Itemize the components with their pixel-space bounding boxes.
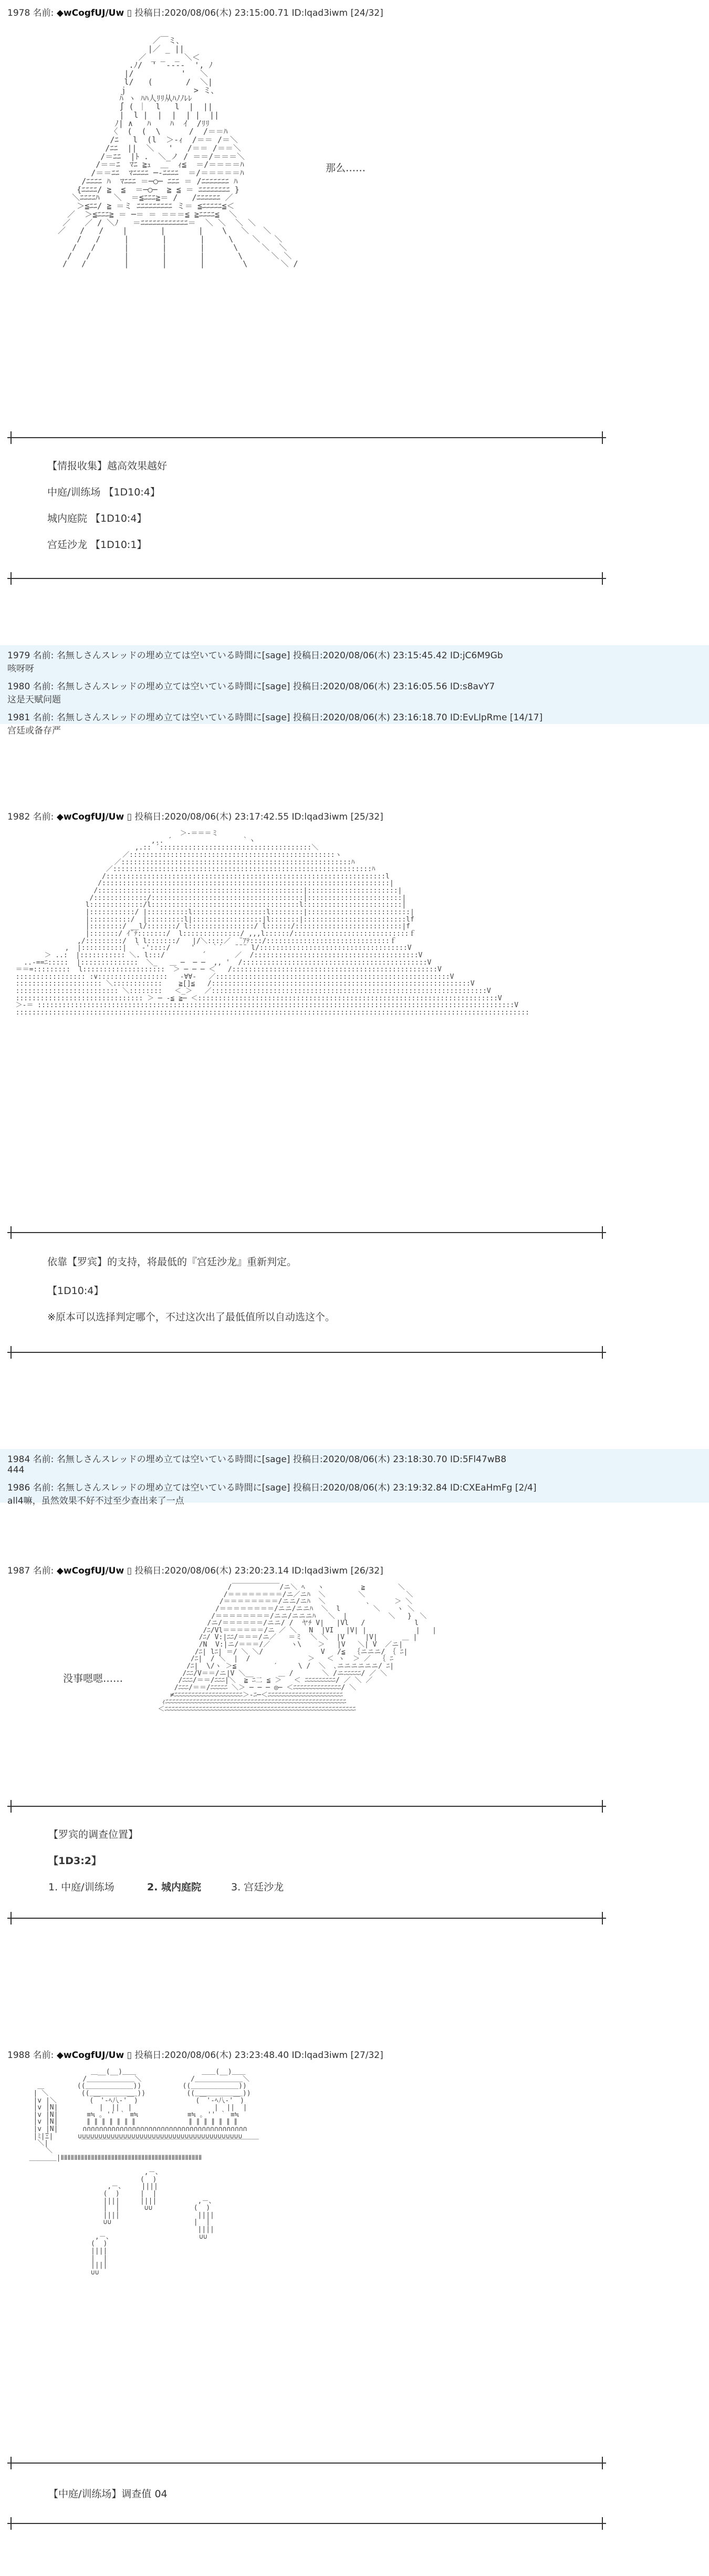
option-garden: 2. 城内庭院 [147, 1881, 202, 1893]
post-body: 咳呀呀 [7, 664, 34, 674]
ascii-art-figure: /￣￣￣￣￣￣￣/ニ＼ ﾍ ヽ ≧ ＼ /＝＝＝＝＝＝＝＝/ニ／ニﾊ ＼ ＼ ＼ /＝＝＝＝＝＝＝＝/ニニ/ニﾊ ＼ ､ ＞ ＼ /＝＝＝＝＝＝＝＝/ニニ/ニニﾊ ＼ l ＼ ヽ ＼ /＝＝＝＝＝＝＝＝/ニニ/ニニニﾊ ＼ | ＼ } ＼ /ニ/＝＝＝＝＝＝/ニニ/ / ヤﾁ V| |Vl / l /ﾆ/Vl＝＝＝＝＝＝/ニ ／ ＼ N |VI |V| | | | /ﾆ/ V:|ﾆﾆ/＝＝＝/ニ／ ＝ミ ＼ ＼ |V |V| ＿ | /N V:|ニ/＝＝＝/／ ヽ\ ＞ |V ＼| V ／ニ| /ﾆ| lﾆ| ＝/ ＼ ＼/ V /≦ ｛ニニニ/ ｛ ﾆ| /ﾆ| / ＼ | / ＞ ＜ ヽ ＞ ／ ｛ ﾆ /ﾆ| \/ヽ ＞≦ ′ \ / ＼ ､ニニニニニニ/ ﾆ| /ﾆﾆ/V＝＝/ニ|V ＼__ ＿ / ＼ /ニﾆﾆﾆﾆﾆ/ ／ ＼ /ﾆﾆﾆ/＝＝/ﾆﾆﾆ|＼ ≧ ﾆ二 ≦ ＞ ＜ ﾆﾆﾆﾆﾆﾆﾆﾆﾆ/ ／ ＼ ／ /ﾆﾆﾆ/＝＝/ﾆﾆﾆﾆﾆ ＼＞ ─ ─ ─ ◎─ ＜ﾆﾆﾆﾆﾆﾆﾆﾆﾆﾆﾆﾆﾆﾆ/ ＼ ≠ﾆﾆﾆﾆﾆﾆﾆﾆﾆﾆﾆﾆﾆﾆﾆﾆﾆﾆﾆﾆ＞‐ﾆ─＜ﾆﾆﾆﾆﾆﾆﾆﾆﾆﾆﾆﾆﾆﾆﾆﾆﾆﾆﾆﾆﾆﾆ ｨﾆﾆﾆﾆﾆﾆﾆﾆﾆﾆﾆﾆﾆﾆﾆﾆﾆﾆﾆﾆﾆﾆﾆﾆﾆﾆﾆﾆﾆﾆﾆﾆﾆﾆﾆﾆﾆﾆﾆﾆﾆﾆﾆﾆﾆﾆﾆﾆﾆﾆﾆﾆﾆ ＜ﾆﾆﾆﾆﾆﾆﾆﾆﾆﾆﾆﾆﾆﾆﾆﾆﾆﾆﾆﾆﾆﾆﾆﾆﾆﾆﾆﾆﾆﾆﾆﾆﾆﾆﾆﾆﾆﾆﾆﾆﾆﾆﾆﾆﾆﾆﾆﾆﾆﾆﾆﾆﾆﾆﾆﾆ [158, 1584, 436, 1713]
post-number[interactable]: 1979 [7, 650, 30, 661]
dice-row-courtyard: 中庭/训练场 【1D10:4】 [47, 487, 160, 498]
separator-line [7, 1232, 606, 1233]
reroll-note: ※原本可以选择判定哪个，不过这次出了最低值所以自动选这个。 [47, 1311, 335, 1323]
reroll-description: 依靠【罗宾】的支持，将最低的『宫廷沙龙』重新判定。 [47, 1256, 297, 1268]
name-label: 名前: [33, 1483, 54, 1493]
post-body: all4嘛，虽然效果不好不过至少查出来了一点 [7, 1496, 184, 1506]
post-number[interactable]: 1987 [7, 1566, 30, 1576]
post-header [0, 1477, 709, 1493]
ascii-art-figure: ＞-＝＝＝ミ ,.. ´ ｀ヽ ,.:: ´:::::::::::::::::::::::::::::::::::::＼ ／::::::::::::::::::::::::::::::::::::::::::::::::::ヽ ／::::::::::::::::::::::::::::::::::::::::::::::::::::::::ﾊ ／:::::::::::::::::::::::::::::::::::::::::::::::::::::::::::::::ﾊ /::::::::::::::::::::::::::::::::::::::::::::::::::::::::::::::::::::l /::::::::::::::::::::::::::::::::::::::::::::::::::::::::::::::::::::::| /::::::::::::::::::::::::::::::::::::::::::::::::::|::::::::::::::::::::::| /:::::::::::::/:::::::::::::::::::::::::::::::::::::|:::::::::::::::::::::::| l:::::::::::::/l::::::::::::::::::::::::::::::::::::l::::::::::::::::::::::::| |:::::::::::/ |::::::::::l::::::::::::::::::l::::::::|:::::::::::::::::::::::::| |::::::::::/ |:::::::::l|:::::::::::::::::|l:::::::|:::::::::::::::::::::::::lf |::::::::/ __l/:::::::/ l::::::::::::::::/ l::::::/::::::::::::::::::::::::::|f |:::::::/ ｲ¨ﾃ:::::::/ l::::::::::::::/ ,,,l::::::/::::::::::::::::::::::::::::ｆ ,/:::::::::/ l l:::::::/ |/＼::::／ ¨ｱﾃ:::/::::::::::::::::::::::::::::::ｆ , |::::::::::| ｀-'::::/ ' ｀´ ¨¨¨ l/::::::::::::::::::::::::::::::::::::V ＞ ..: |::::::::::: ＼. l:::/ ´ ／ /::::::::::::::::::::::::::::::::::::::::V ..-==ﾆ::::: |:::::::::::::: ＼_ ＿ ─ ─ ─ ,, ' /:::::::::::::::::::::::::::::::::::::::::::::V ＝＝=::::::::: l:::::::::::::::::::: ＞ ─ ─ ─ ＜ /::::::::::::::::::::::::::::::::::::::::::::::::::V ::::::::::::::::: :∨::::::::::::::::: ‐∀∀‐ ／:::::::::::::::::::::::::::::::::::::::::::::::::::::::::V ::::::::::::::::::::: ＼:::::::::::: ≧[]≦ /:::::::::::::::::::::::::::::::::::::::::::::::::::::::::::::::V ::::::::::::::::::::::::: ＼:::::::: ＜_＞ ／:::::::::::::::::::::::::::::::::::::::::::::::::::::::::::::::::::V ::::::::::::::::::::::::::::::: ＞ ─ ‐≦ ≧─ ＜:::::::::::::::::::::::::::::::::::::::::::::::::::::::::::::::::::::::::V ＞-＝ ::::::::::::::::::::::::::::::::::::::::::::::::::::::::::::::::::::::::::::::::::::::::::::::::::::::::::::::::::::V ::::::::::::::::::::::::::::::::::::::::::::::::::::::::::::::::::::::::::::::::::::::::::::::::::::::::::::::::::::::::::::: [15, 830, 529, 1017]
post-header [0, 645, 709, 661]
name-label: 名前: [33, 2050, 54, 2061]
ascii-art-scene: ＿__(__)＿＿ ＿＿(__)＿＿ /＿＿＿＿＿＿＿＼ /＿＿＿＿＿＿＿＼ ＿ ((＿＿＿＿＿＿＿)) ((＿＿＿＿＿＿＿)) | ＼ ((＿＿＿＿＿＿＿)) ((＿＿＿＿＿＿＿)) |v |＼ (￣'-ﾍ八-'￣) (￣'-ﾍ八-'￣) |v |N| | || | | || | |v |N| ≡≒ ｡ '' ｀ ≡≒ ≡≒ ｡ '' ｀ ≡≒ |v |N| ∥ ∥ ∥ ∥ ∥ ∥ ∥ ∥ ∥ ∥ ∥ ∥ ∥ ∥ |v |N| ∩∩∩∩∩∩∩∩∩∩∩∩∩∩∩∩∩∩∩∩∩∩∩∩∩∩∩∩∩∩∩∩∩∩∩∩∩∩∩∩ |ﾐ|Ξ| ∪∪∪∪∪∪∪∪∪∪∪∪∪∪∪∪∪∪∪∪∪∪∪∪∪∪∪∪∪∪∪∪∪∪∪∪∪∪∪∪ ＼| ￣￣￣￣￣￣￣￣￣￣￣￣￣￣￣￣￣￣￣￣￣￣￣￣￣￣ ＼ ＿＿＿＿|ⅡⅡⅡⅡⅡⅡⅡⅡⅡⅡⅡⅡⅡⅡⅡⅡⅡⅡⅡⅡⅡⅡⅡⅡⅡⅡⅡⅡⅡⅡⅡⅡⅡⅡⅡⅡⅡⅡⅡⅡⅡⅡ ,－、 ( ) ,－、 |||| ( ) | | |||| |||| ,－、 | | ∪∪ ( ) |||| |||| ∪∪ | | |||| ,－、 ∪∪ ( ) |||| | | |||| ∪∪ [29, 2068, 259, 2277]
post-body: 444 [7, 1465, 25, 1475]
post-1980 [0, 676, 709, 707]
post-number[interactable]: 1980 [7, 681, 30, 692]
post-1986 [0, 1477, 709, 1508]
separator-line [7, 437, 606, 438]
post-meta: 投稿日:2020/08/06(木) 23:15:00.71 ID:lqad3iwm [24/32] [134, 8, 383, 18]
post-header [7, 5, 383, 18]
reply-block-1979-1981 [0, 645, 709, 736]
name-label: 名前: [33, 1566, 54, 1576]
reply-block-1984-1986 [0, 1449, 709, 1506]
post-number[interactable]: 1984 [7, 1454, 30, 1465]
investigation-result: 【中庭/训练场】调查值 04 [48, 2488, 168, 2500]
post-meta: 名無しさんスレッドの埋め立ては空いている時間に[sage] 投稿日:2020/08/06(木) 23:18:30.70 ID:5Fl47wB8 [56, 1454, 507, 1465]
separator-line [7, 2523, 606, 2524]
post-header [7, 809, 383, 822]
post-header [0, 1449, 709, 1465]
post-1981 [0, 707, 709, 738]
dice-row-salon: 宫廷沙龙 【1D10:1】 [47, 539, 147, 551]
post-number[interactable]: 1981 [7, 712, 30, 723]
narration-caption: 没事嗯嗯…… [63, 1673, 123, 1684]
mail-icon: ▯ [127, 8, 132, 18]
separator-line [7, 1918, 606, 1919]
post-meta: 名無しさんスレッドの埋め立ては空いている時間に[sage] 投稿日:2020/08/06(木) 23:16:05.56 ID:s8avY7 [56, 681, 495, 692]
info-title: 【情报收集】越高效果越好 [47, 460, 168, 472]
post-meta: 投稿日:2020/08/06(木) 23:17:42.55 ID:lqad3iwm [25/32] [134, 812, 383, 822]
author-trip: ◆wCogfUJ/Uw [56, 812, 124, 822]
author-trip: ◆wCogfUJ/Uw [56, 1566, 124, 1576]
post-header [7, 2047, 383, 2061]
name-label: 名前: [33, 8, 54, 18]
name-label: 名前: [33, 681, 54, 692]
post-number[interactable]: 1986 [7, 1483, 30, 1493]
name-label: 名前: [33, 650, 54, 661]
post-header [7, 1563, 383, 1576]
post-header [0, 707, 709, 723]
post-meta: 投稿日:2020/08/06(木) 23:20:23.14 ID:lqad3iwm [26/32] [134, 1566, 383, 1576]
option-courtyard: 1. 中庭/训练场 [48, 1881, 114, 1893]
investigation-dice: 【1D3:2】 [48, 1855, 102, 1867]
post-number[interactable]: 1982 [7, 812, 30, 822]
separator-line [7, 1806, 606, 1807]
separator-line [7, 2463, 606, 2464]
option-salon: 3. 宫廷沙龙 [231, 1881, 284, 1893]
narration-caption: 那么…… [326, 162, 366, 174]
post-body: 宫廷或备存严 [7, 726, 61, 736]
mail-icon: ▯ [127, 1566, 132, 1576]
author-trip: ◆wCogfUJ/Uw [56, 8, 124, 18]
name-label: 名前: [33, 1454, 54, 1465]
ascii-art-figure: ／￣ミ、 |／ _ || ／ _ _ _ ＼＜ .ﾉ/ ' ‐-‐- ', ﾉ |/ ' ＼ l/ ( / ＼| ｊ > ミ、 ﾊ ヽ ﾊﾊ人ﾘﾘ从ﾊﾉﾉﾚﾚ ∫ ( ｜ l l | || | l | | | | | || ﾉ| ∧ ﾊ ﾊ ｲ /ﾘﾘ 〈 ( ( \ / /＝＝ﾊ /ﾆ l (l ＞-ｨ /＝＝ /＝＼ /ﾆﾆ || ＼ ' /＝＝ /＝＝＼ /＝ﾆﾆ |ﾄ . ＼_ノ / ＝＝/＝＝＝＼ /＝＝ﾆ ﾏﾆ ≧ｭ ＿ ｨ≦ ＝/＝＝＝＝ﾊ /＝＝ﾆﾆ ﾏﾆﾆﾆﾆ ─‐ﾆﾆﾆﾆ ＝/＝＝＝＝＝ﾊ /ﾆﾆﾆﾆ ﾊ ﾏﾆﾆﾆ ＝─○─ ﾆﾆﾆ ＝ /ﾆﾆﾆﾆﾆﾆﾆ ﾊ {ﾆﾆﾆﾆ/ ≧ ≦ ＝─○─ ≧ ≦ ＝ ﾆﾆﾆﾆﾆﾆﾆﾆ } ＼ﾆﾆﾆﾆﾊ ＼ ＝≦ﾆﾆﾆ≧＝ / /ﾆﾆﾆﾆﾆﾆ ／ ＞≦ﾆﾆ/ ≧ ＝ミ ﾆﾆﾆﾆﾆﾆﾆﾆﾆ ミ＝ ≦ﾆﾆﾆﾆﾆ≦＜ ／ ＞≦ﾆﾆﾆ≧ ＝ ─＝ ＝ ＝＝＝≦ ≧ﾆﾆﾆﾆ≦ ＼ ／ ／ / ＼ﾉ ＝ﾆﾆﾆﾆﾆﾆﾆﾆﾆﾆﾆﾆ＝ ＼ ＼ ＼ ＼ ／ / / | | | \ ＼ ＼ / / | | | \ ＼ ＼ / / | | | \ ＼ ＼ / / | | | \ ＼ ＼ / / | | | \ ＼ / [58, 36, 298, 269]
post-number[interactable]: 1978 [7, 8, 30, 18]
name-label: 名前: [33, 812, 54, 822]
name-label: 名前: [33, 712, 54, 723]
separator-line [7, 1352, 606, 1353]
reroll-dice: 【1D10:4】 [47, 1285, 104, 1297]
post-meta: 名無しさんスレッドの埋め立ては空いている時間に[sage] 投稿日:2020/08/06(木) 23:19:32.84 ID:CXEaHmFg [2/4] [56, 1483, 537, 1493]
mail-icon: ▯ [127, 812, 132, 822]
post-body: 这是天赋问题 [7, 695, 61, 705]
post-meta: 名無しさんスレッドの埋め立ては空いている時間に[sage] 投稿日:2020/08/06(木) 23:16:18.70 ID:EvLlpRme [14/17] [56, 712, 543, 723]
mail-icon: ▯ [127, 2050, 132, 2061]
post-meta: 名無しさんスレッドの埋め立ては空いている時間に[sage] 投稿日:2020/08/06(木) 23:15:45.42 ID:jC6M9Gb [56, 650, 503, 661]
post-meta: 投稿日:2020/08/06(木) 23:23:48.40 ID:lqad3iwm [27/32] [134, 2050, 383, 2061]
separator-line [7, 578, 606, 579]
post-1984 [0, 1449, 709, 1477]
post-number[interactable]: 1988 [7, 2050, 30, 2061]
author-trip: ◆wCogfUJ/Uw [56, 2050, 124, 2061]
investigation-title: 【罗宾的调查位置】 [48, 1829, 139, 1840]
post-1979 [0, 645, 709, 676]
dice-row-garden: 城内庭院 【1D10:4】 [47, 513, 147, 524]
post-header [0, 676, 709, 692]
